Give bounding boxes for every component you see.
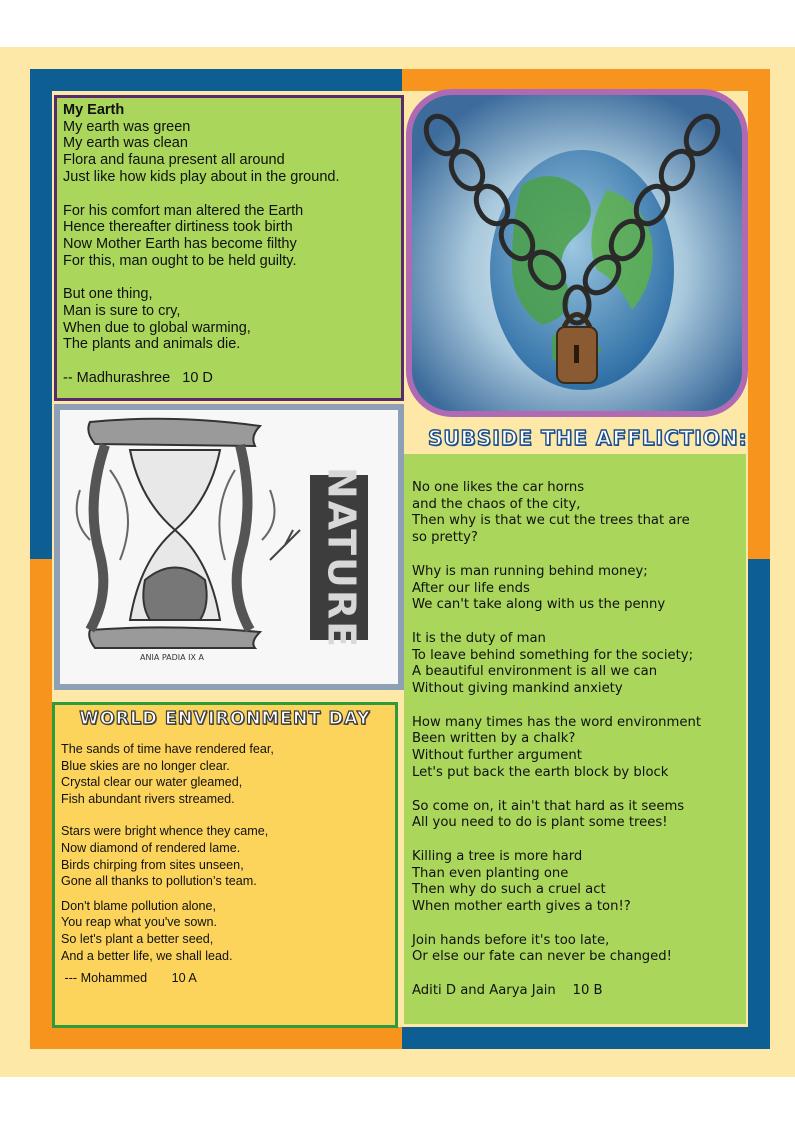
poem-line: But one thing, <box>63 286 153 303</box>
poem-line: so pretty? <box>412 530 478 546</box>
affliction-stanza-4 <box>412 715 738 782</box>
poem-line: Then why is that we cut the trees that are <box>412 513 690 529</box>
poem-line: Fish abundant rivers streamed. <box>61 791 235 806</box>
affliction-author: Aditi D and Aarya Jain 10 B <box>412 983 603 999</box>
poem-line: Let's put back the earth block by block <box>412 764 669 780</box>
poem-line: For his comfort man altered the Earth <box>63 202 304 219</box>
nature-drawing-frame <box>54 404 404 690</box>
poem-line: And a better life, we shall lead. <box>61 948 233 963</box>
poem-line: Been written by a chalk? <box>412 731 576 747</box>
environment-day-author: --- Mohammed 10 A <box>61 971 197 986</box>
poem-line: Don't blame pollution alone, <box>61 898 217 913</box>
poem-line: Flora and fauna present all around <box>63 152 285 169</box>
poem-line: Just like how kids play about in the ground. <box>63 168 340 185</box>
poem-line: How many times has the word environment <box>412 714 702 730</box>
chained-earth-image <box>406 89 748 417</box>
affliction-panel <box>404 454 746 1024</box>
poem-line: So let's plant a better seed, <box>61 931 214 946</box>
my-earth-stanza-3 <box>63 286 395 353</box>
chained-earth-icon <box>412 95 742 411</box>
affliction-stanza-1 <box>412 480 738 547</box>
poem-line: To leave behind something for the society; <box>412 647 694 663</box>
nature-drawing <box>60 410 398 684</box>
affliction-stanza-5 <box>412 799 738 832</box>
environment-day-stanza-1 <box>61 741 389 807</box>
poem-line: The plants and animals die. <box>63 336 241 353</box>
poem-line: When due to global warming, <box>63 319 251 336</box>
poem-line: So come on, it ain't that hard as it seems <box>412 798 685 814</box>
poem-line: Why is man running behind money; <box>412 563 648 579</box>
poem-line: Gone all thanks to pollution’s team. <box>61 874 257 889</box>
poem-line: My earth was green <box>63 118 191 135</box>
poem-line: My earth was clean <box>63 135 188 152</box>
poem-line: You reap what you've sown. <box>61 915 217 930</box>
environment-day-title: WORLD ENVIRONMENT DAY <box>79 709 371 729</box>
poem-line: Or else our fate can never be changed! <box>412 949 672 965</box>
affliction-stanza-6 <box>412 849 738 916</box>
poem-line: Now Mother Earth has become filthy <box>63 235 297 252</box>
poem-line: No one likes the car horns <box>412 480 585 495</box>
nature-signature: ANIA PADIA IX A <box>140 653 205 662</box>
my-earth-panel <box>54 95 404 401</box>
poem-line: Without further argument <box>412 748 582 764</box>
affliction-stanza-2 <box>412 564 738 614</box>
affliction-title: SUBSIDE THE AFFLICTION: <box>428 426 748 450</box>
environment-day-stanza-3 <box>61 898 389 964</box>
poem-line: Killing a tree is more hard <box>412 848 583 864</box>
nature-side-text: NATURE <box>319 466 364 650</box>
poem-line: Without giving mankind anxiety <box>412 681 623 697</box>
affliction-stanza-3 <box>412 631 738 698</box>
my-earth-title: My Earth <box>63 102 125 118</box>
poem-line: It is the duty of man <box>412 630 546 646</box>
poem-line: When mother earth gives a ton!? <box>412 899 631 915</box>
poem-line: A beautiful environment is all we can <box>412 664 658 680</box>
poem-line: Join hands before it's too late, <box>412 932 610 948</box>
environment-day-panel <box>52 702 398 1028</box>
environment-day-stanza-2 <box>61 823 389 889</box>
poem-line: For this, man ought to be held guilty. <box>63 252 297 269</box>
poem-line: We can't take along with us the penny <box>412 597 666 613</box>
poem-line: Stars were bright whence they came, <box>61 824 269 839</box>
my-earth-author: -- Madhurashree 10 D <box>63 370 213 387</box>
poem-line: Blue skies are no longer clear. <box>61 758 230 773</box>
poem-line: Then why do such a cruel act <box>412 882 606 898</box>
poem-line: The sands of time have rendered fear, <box>61 742 274 756</box>
my-earth-stanza-2 <box>63 203 395 270</box>
poem-line: Hence thereafter dirtiness took birth <box>63 219 293 236</box>
poem-line: Now diamond of rendered lame. <box>61 840 241 855</box>
hourglass-tree-icon <box>60 410 398 684</box>
poem-line: Than even planting one <box>412 865 569 881</box>
poem-line: All you need to do is plant some trees! <box>412 815 668 831</box>
poem-line: After our life ends <box>412 580 530 596</box>
poem-line: Birds chirping from sites unseen, <box>61 857 244 872</box>
poem-line: Crystal clear our water gleamed, <box>61 775 243 790</box>
poem-line: Man is sure to cry, <box>63 303 181 320</box>
my-earth-stanza-1 <box>63 119 395 186</box>
poem-line: and the chaos of the city, <box>412 496 581 512</box>
affliction-stanza-7 <box>412 933 738 966</box>
